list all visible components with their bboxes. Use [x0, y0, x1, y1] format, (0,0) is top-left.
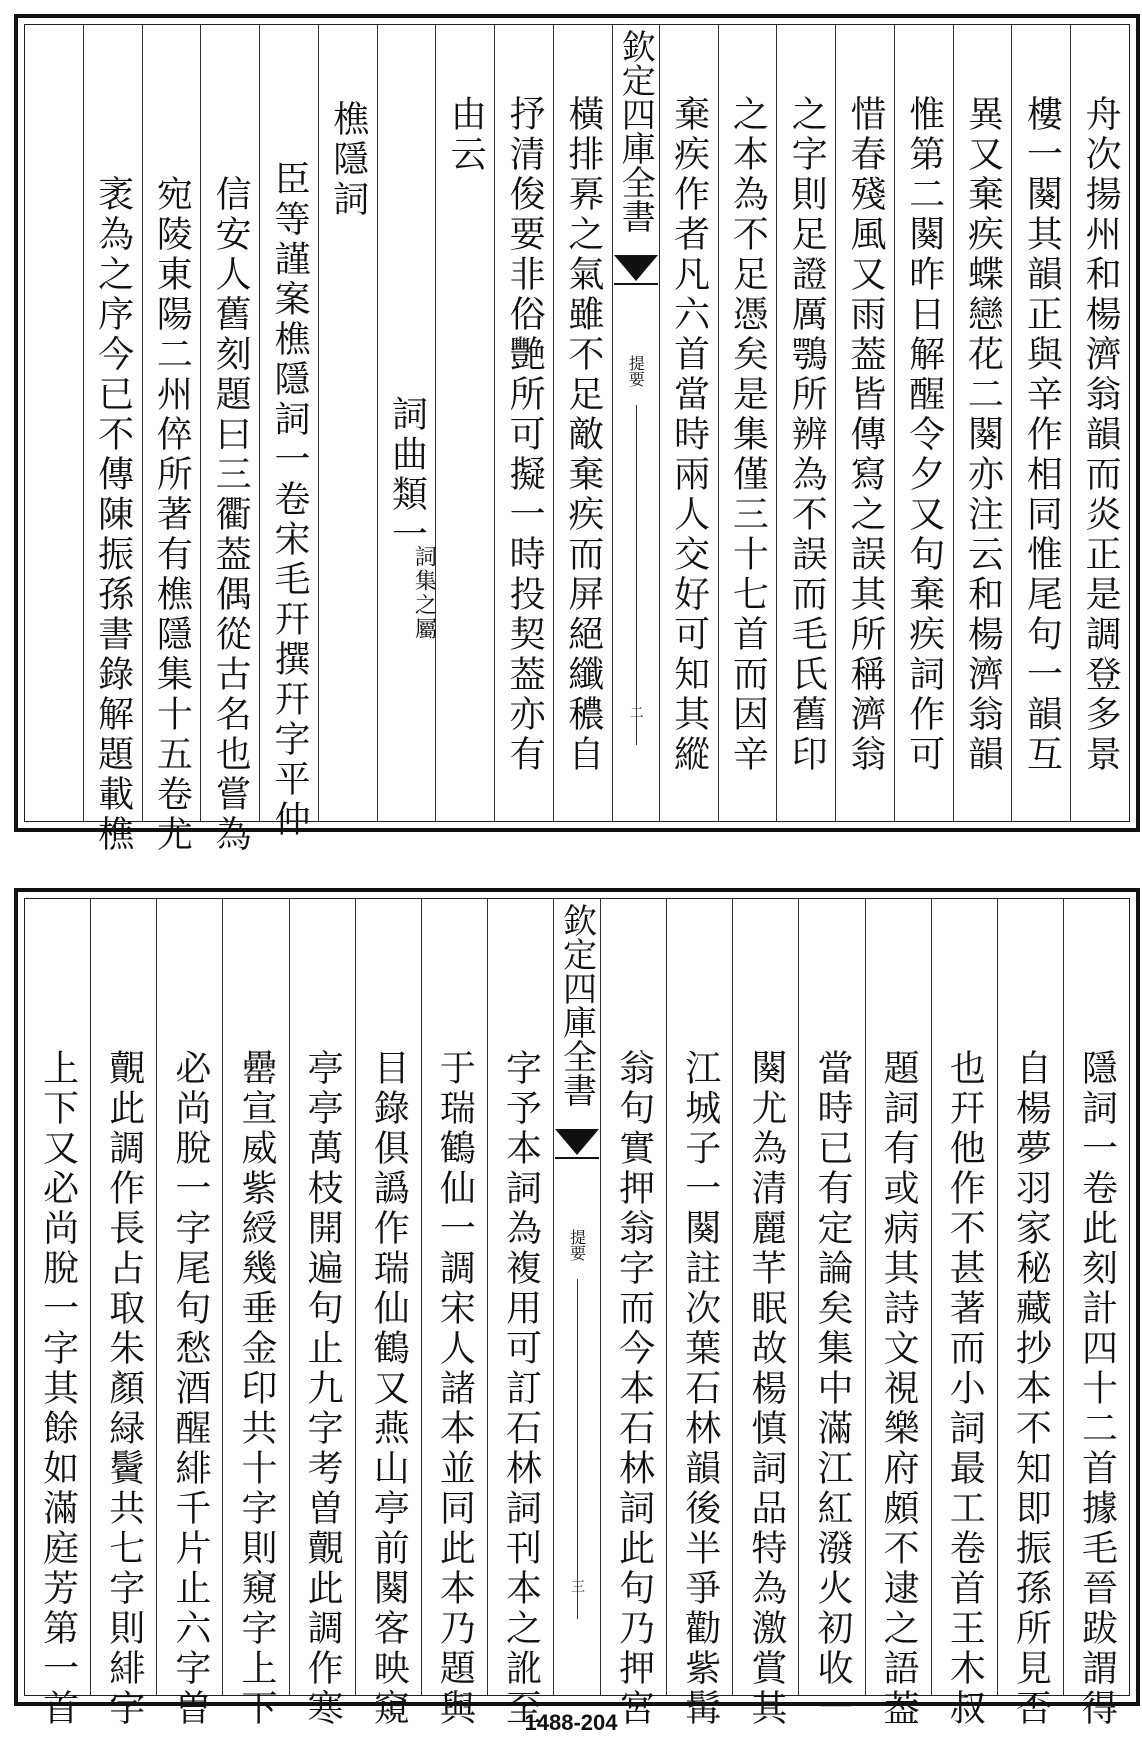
text-column [318, 25, 377, 821]
text-column [553, 25, 612, 821]
center-fold-column [612, 25, 659, 821]
column-text: 覿此調作長占取朱顏緑鬢共七字則緋字 [103, 1049, 145, 1729]
center-rule [636, 405, 637, 745]
fish-tail-line [614, 283, 658, 285]
center-fold-column [553, 899, 600, 1695]
center-rule [577, 1279, 578, 1619]
column-text: 由云 [445, 95, 487, 175]
column-text: 舟次揚州和楊濟翁韻而炎正是調登多景 [1080, 95, 1122, 775]
column-text: 自楊夢羽家秘藏抄本不知即振孫所見否 [1010, 1049, 1052, 1729]
column-text: 當時已有定論矣集中滿江紅潑火初收一 [811, 1049, 853, 1729]
column-text: 橫排奡之氣雖不足敵棄疾而屏絕纖穠自 [562, 95, 604, 775]
text-column [659, 25, 718, 821]
column-text: 棄疾作者凡六首當時兩人交好可知其縱 [668, 95, 710, 775]
column-text: 于瑞鶴仙一調宋人諸本並同此本乃題與 [434, 1049, 476, 1729]
text-column [156, 899, 222, 1729]
text-column [25, 899, 90, 1729]
column-text: 信安人舊刻題曰三衢葢偶從古名也嘗為 [210, 175, 252, 855]
text-column [1011, 25, 1070, 821]
column-text: 也幵他作不甚著而小詞最工卷首王木叔 [944, 1049, 986, 1729]
text-column [259, 25, 318, 840]
fish-tail-mark-icon [555, 1129, 599, 1155]
center-header: 欽定四庫全書 [556, 903, 597, 1107]
page-number: 1488-204 [524, 1710, 618, 1735]
column-text: 亭亭萬枝開遍句止九字考曽覿此調作寒 [302, 1049, 344, 1729]
column-text: 題詞有或病其詩文視樂府頗不逮之語葢 [878, 1049, 920, 1729]
column-text: 惟第二闋昨日解醒令夕又句棄疾詞作可 [903, 95, 945, 775]
center-page-number: 二 [627, 705, 644, 719]
text-column [798, 899, 864, 1729]
column-text: 上下又必尚脫一字其餘如滿庭芳第一首 [37, 1049, 79, 1729]
text-column [377, 25, 436, 821]
column-text: 字予本詞為複用可訂石林詞刊本之訛至 [500, 1049, 542, 1729]
center-page-number: 三 [569, 1579, 585, 1593]
text-column [894, 25, 953, 821]
text-column [600, 899, 666, 1729]
text-column [142, 25, 201, 855]
top-page-frame [24, 24, 1130, 855]
column-text: 之本為不足憑矣是集僅三十七首而因辛 [727, 95, 769, 775]
column-text: 罍宣威紫綬幾垂金印共十字則窺字上下 [235, 1049, 277, 1729]
text-column [355, 899, 421, 1729]
text-column [732, 899, 798, 1729]
column-text: 翁句實押翁字而今本石林詞此句乃押宮 [613, 1049, 655, 1729]
text-column [953, 25, 1012, 821]
text-column [421, 899, 487, 1729]
text-column [487, 899, 553, 1729]
text-column [90, 899, 156, 1729]
text-column [83, 25, 142, 855]
text-column [200, 25, 259, 855]
center-header: 欽定四庫全書 [615, 29, 656, 233]
column-text: 隱詞一卷此刻計四十二首據毛晉跋謂得 [1076, 1049, 1118, 1729]
column-text: 必尚脫一字尾句愁酒醒緋千片止六字曽 [169, 1049, 211, 1729]
column-text: 江城子一闋註次葉石林韻後半爭勸紫髯 [679, 1049, 721, 1729]
text-column [222, 899, 288, 1729]
center-section: 提要 [567, 1229, 587, 1261]
column-text: 臣等謹案樵隱詞一卷宋毛幵撰幵字平仲 [268, 160, 310, 840]
text-column [289, 899, 355, 1729]
top-page [14, 14, 1140, 855]
text-column [718, 25, 777, 821]
text-column [835, 25, 894, 821]
text-column [435, 25, 494, 821]
text-column [776, 25, 835, 821]
column-text: 異又棄疾蝶戀花二闋亦注云和楊濟翁韻 [962, 95, 1004, 775]
column-text: 袤為之序今已不傳陳振孫書錄解題載樵 [92, 175, 134, 855]
text-column [494, 25, 553, 821]
fish-tail-mark-icon [614, 255, 658, 281]
fish-tail-line [555, 1157, 599, 1159]
top-page-columns [25, 25, 1129, 855]
text-column [1070, 25, 1129, 821]
text-column [666, 899, 732, 1729]
text-column [931, 899, 997, 1729]
column-text: 宛陵東陽二州倅所著有樵隱集十五卷尤 [151, 175, 193, 855]
column-text: 樓一闋其韻正與辛作相同惟尾句一韻互 [1021, 95, 1063, 775]
book-title: 樵隱詞 [327, 100, 369, 220]
column-text: 闋尤為清麗芊眠故楊慎詞品特為激賞其 [745, 1049, 787, 1729]
column-text: 之字則足證厲鶚所辨為不誤而毛氏舊印 [786, 95, 828, 775]
center-section: 提要 [626, 355, 646, 387]
category-label: 詞曲類一 [386, 395, 428, 555]
column-text: 目錄俱譌作瑞仙鶴又燕山亭前闋客映窺 [368, 1049, 410, 1729]
text-column [1063, 899, 1129, 1729]
text-column [25, 25, 83, 821]
column-text: 抒清俊要非俗艷所可擬一時投契葢亦有 [504, 95, 546, 775]
text-column [865, 899, 931, 1729]
text-column [997, 899, 1063, 1729]
column-text: 惜春殘風又雨葢皆傳寫之誤其所稱濟翁 [844, 95, 886, 775]
category-sub-label: 詞集之屬 [411, 545, 437, 641]
